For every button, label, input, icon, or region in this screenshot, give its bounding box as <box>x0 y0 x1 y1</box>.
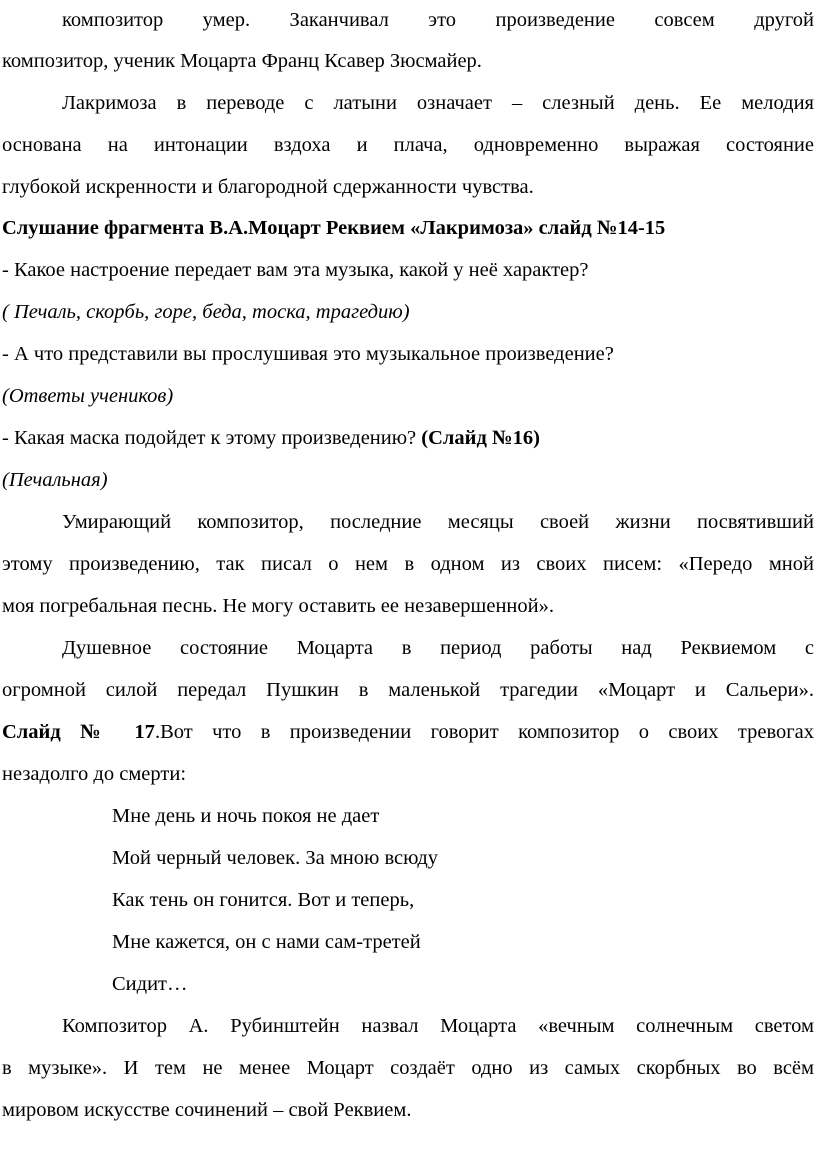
question-line <box>2 426 540 450</box>
paragraph-line: Душевное состояние Моцарта в период работы над Реквиемом с <box>62 637 814 659</box>
paragraph-line: Умирающий композитор, последние месяцы своей жизни посвятивший <box>62 511 814 533</box>
paragraph-line: композитор, ученик Моцарта Франц Ксавер Зюсмайер. <box>2 50 482 72</box>
paragraph-line: глубокой искренности и благородной сдержанности чувства. <box>2 176 534 198</box>
paragraph-line: этому произведению, так писал о нем в одном из своих писем: «Передо мной <box>2 553 814 575</box>
paragraph-line: Лакримоза в переводе с латыни означает – слезный день. Ее мелодия <box>62 92 814 114</box>
slide-reference: Слайд № 17 <box>2 721 155 743</box>
paragraph-line: Композитор А. Рубинштейн назвал Моцарта «вечным солнечным светом <box>62 1015 814 1037</box>
verse-line: Мне кажется, он с нами сам-третей <box>112 931 421 953</box>
paragraph-line: моя погребальная песнь. Не могу оставить ее незавершенной». <box>2 595 554 617</box>
question-line: - Какое настроение передает вам эта музыка, какой у неё характер? <box>2 259 589 281</box>
paragraph-line: композитор умер. Заканчивал это произведение совсем другой <box>62 9 814 31</box>
answer-line: ( Печаль, скорбь, горе, беда, тоска, трагедию) <box>2 301 410 323</box>
paragraph-line: основана на интонации вздоха и плача, одновременно выражая состояние <box>2 134 814 156</box>
paragraph-line: в музыке». И тем не менее Моцарт создаёт одно из самых скорбных во всём <box>2 1057 814 1079</box>
question-line: - А что представили вы прослушивая это музыкальное произведение? <box>2 343 614 365</box>
paragraph-text: .Вот что в произведении говорит композитор о своих тревогах <box>154 721 815 743</box>
paragraph-line: незадолго до смерти: <box>2 763 187 785</box>
answer-line: (Ответы учеников) <box>2 385 174 407</box>
verse-line: Мне день и ночь покоя не дает <box>112 805 380 827</box>
section-heading: Слушание фрагмента В.А.Моцарт Реквием «Лакримоза» слайд №14-15 <box>2 217 666 239</box>
verse-line: Сидит… <box>112 973 188 995</box>
paragraph-line: мировом искусстве сочинений – свой Реквием. <box>2 1099 412 1121</box>
paragraph-line <box>2 720 814 744</box>
answer-line: (Печальная) <box>2 469 108 491</box>
question-text: - Какая маска подойдет к этому произведению? <box>2 427 422 449</box>
verse-line: Как тень он гонится. Вот и теперь, <box>112 889 415 911</box>
slide-reference: (Слайд №16) <box>421 427 540 449</box>
paragraph-line: огромной силой передал Пушкин в маленькой трагедии «Моцарт и Сальери». <box>2 679 814 701</box>
verse-line: Мой черный человек. За мною всюду <box>112 847 439 869</box>
